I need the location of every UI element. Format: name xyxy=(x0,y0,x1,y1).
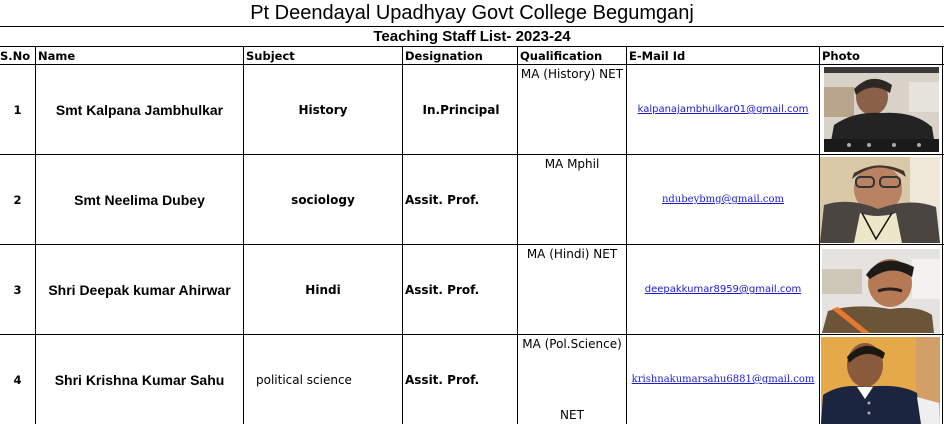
header-name: Name xyxy=(38,49,76,63)
row-subject: political science xyxy=(256,372,352,387)
row-name: Shri Deepak kumar Ahirwar xyxy=(48,281,231,298)
row-email xyxy=(627,65,819,154)
college-title: Pt Deendayal Upadhyay Govt College Begumganj xyxy=(250,1,694,24)
staff-list-subtitle: Teaching Staff List- 2023-24 xyxy=(373,27,571,45)
row-qualification: MA (History) NET xyxy=(520,67,624,81)
email-link[interactable]: kalpanajambhulkar01@gmail.com xyxy=(637,104,809,115)
row-qualification: MA Mphil xyxy=(544,157,600,171)
woman-in-black-coat-photo xyxy=(824,67,939,152)
man-in-navy-jacket-photo xyxy=(821,337,940,424)
row-email xyxy=(627,335,819,424)
email-link[interactable]: deepakkumar8959@gmail.com xyxy=(644,284,802,295)
staff-photo xyxy=(822,249,940,333)
row-sno: 4 xyxy=(13,372,22,387)
header-designation: Designation xyxy=(405,49,483,63)
row-subject: History xyxy=(298,102,348,117)
man-in-brown-shirt-photo xyxy=(822,249,940,333)
row-email xyxy=(627,155,819,244)
staff-photo xyxy=(820,157,940,243)
email-link[interactable]: krishnakumarsahu6881@gmail.com xyxy=(631,374,815,385)
header-sno: S.No xyxy=(0,49,31,63)
row-qualification: MA (Hindi) NET xyxy=(526,247,618,261)
header-email: E-Mail Id xyxy=(629,49,686,63)
header-qualification: Qualification xyxy=(520,49,603,63)
staff-photo xyxy=(824,67,939,152)
row-designation: In.Principal xyxy=(422,102,500,117)
row-designation: Assit. Prof. xyxy=(405,192,480,207)
row-qualification: MA (Pol.Science) xyxy=(522,337,622,351)
grid-line xyxy=(942,46,943,424)
row-sno: 2 xyxy=(13,192,22,207)
row-subject: sociology xyxy=(291,192,355,207)
row-email xyxy=(627,245,819,334)
row-name: Shri Krishna Kumar Sahu xyxy=(54,371,225,388)
grid-line xyxy=(0,26,944,27)
row-designation: Assit. Prof. xyxy=(405,372,480,387)
woman-with-glasses-photo xyxy=(820,157,940,243)
row-name: Smt Kalpana Jambhulkar xyxy=(55,101,224,118)
row-sno: 1 xyxy=(13,102,22,117)
header-photo: Photo xyxy=(822,49,860,63)
row-designation: Assit. Prof. xyxy=(405,282,480,297)
email-link[interactable]: ndubeybmg@gmail.com xyxy=(661,194,785,205)
row-sno: 3 xyxy=(13,282,22,297)
row-subject: Hindi xyxy=(305,282,341,297)
row-name: Smt Neelima Dubey xyxy=(74,191,205,208)
row-qualification-extra: NET xyxy=(560,408,584,422)
staff-photo xyxy=(821,337,940,424)
header-subject: Subject xyxy=(246,49,295,63)
